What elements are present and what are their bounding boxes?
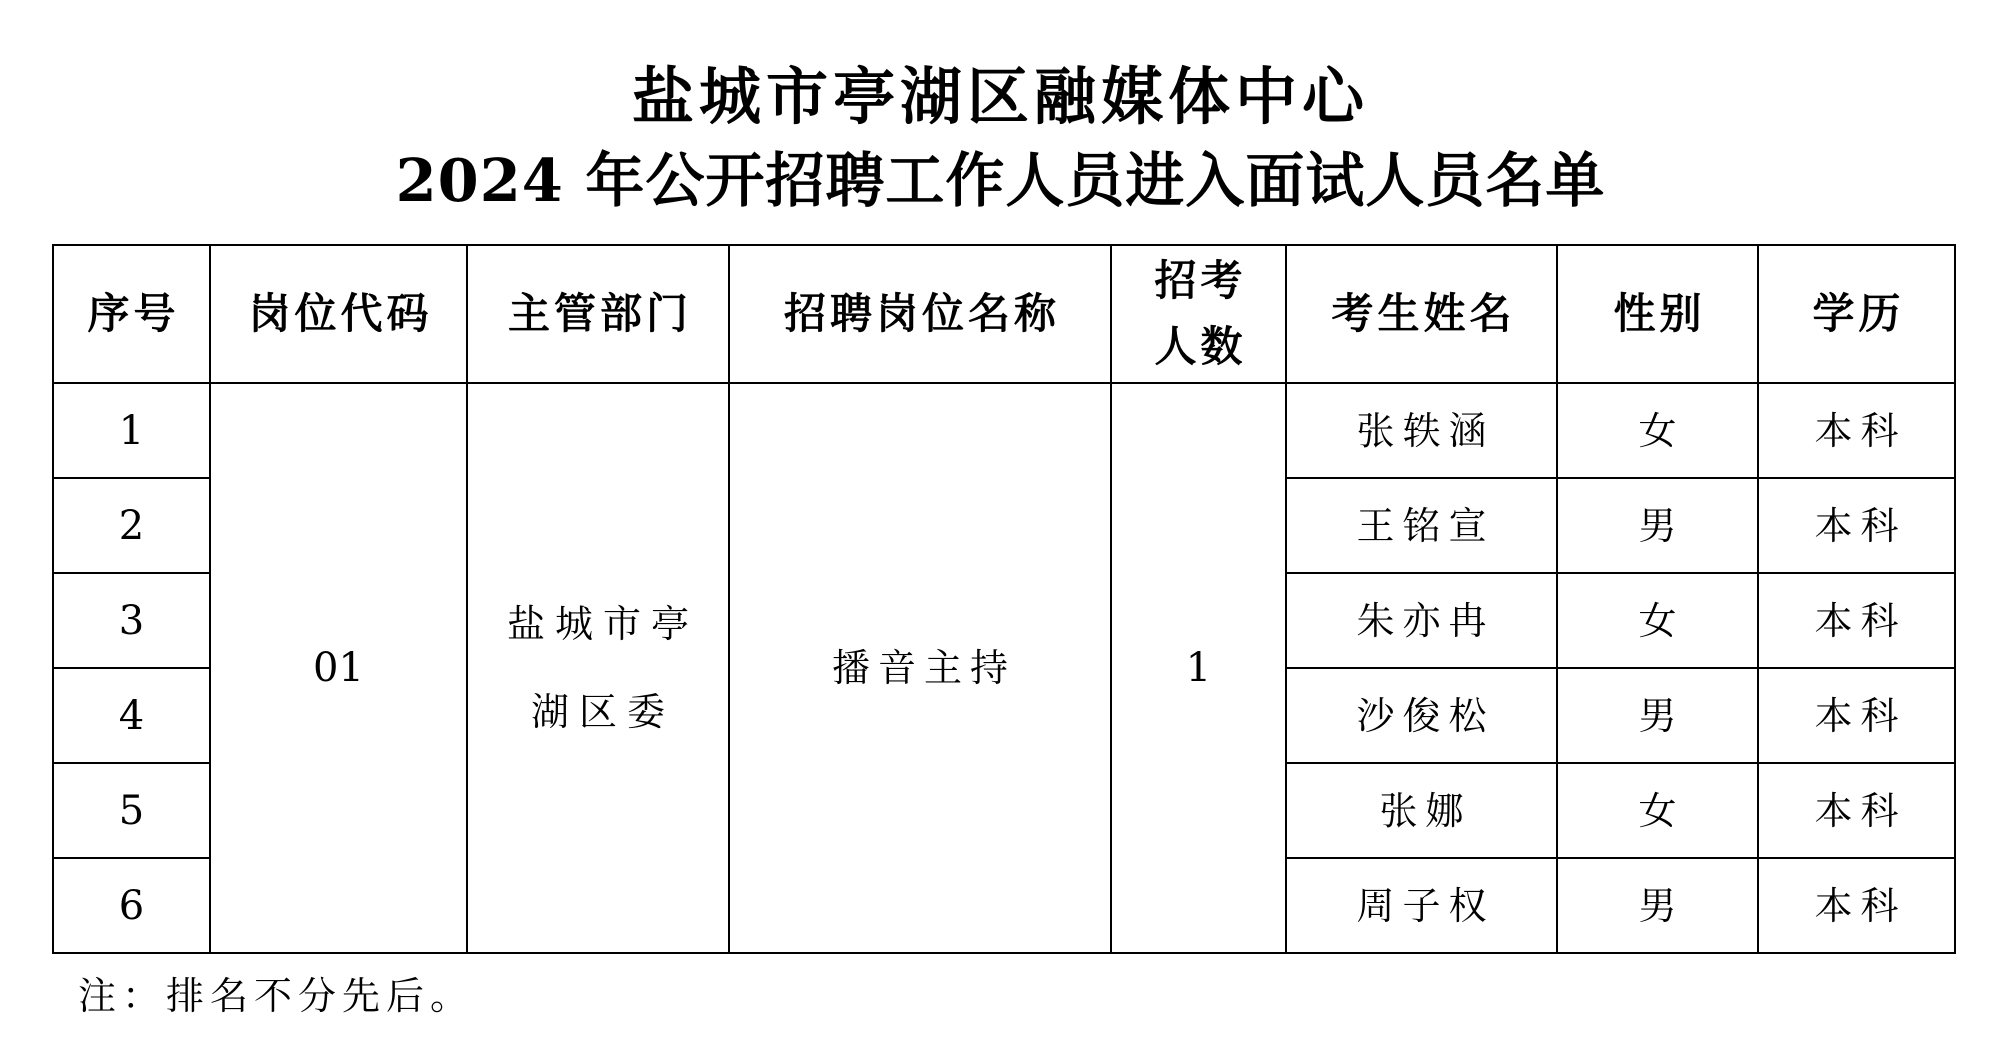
cell-gender: 女 [1557,573,1758,668]
cell-gender: 女 [1557,763,1758,858]
cell-index: 2 [53,478,210,573]
cell-candidate-name: 王铭宣 [1286,478,1557,573]
cell-education: 本科 [1758,573,1955,668]
cell-gender: 男 [1557,478,1758,573]
department-text: 盐城市亭湖区委 [506,602,699,734]
interview-candidate-table [52,244,1956,954]
footnote: 注：排名不分先后。 [78,974,475,1018]
cell-department [467,383,729,953]
cell-candidate-name: 张轶涵 [1286,383,1557,478]
header-position-code: 岗位代码 [210,245,467,383]
cell-candidate-name: 张娜 [1286,763,1557,858]
cell-index: 1 [53,383,210,478]
cell-gender: 女 [1557,383,1758,478]
header-candidate-name: 考生姓名 [1286,245,1557,383]
cell-position-name: 播音主持 [729,383,1111,953]
cell-quota: 1 [1111,383,1286,953]
table-header-row [53,245,1955,383]
cell-education: 本科 [1758,478,1955,573]
cell-education: 本科 [1758,858,1955,953]
cell-candidate-name: 朱亦冉 [1286,573,1557,668]
cell-education: 本科 [1758,763,1955,858]
cell-index: 3 [53,573,210,668]
header-education: 学历 [1758,245,1955,383]
cell-position-code: 01 [210,383,467,953]
table-row [53,383,1955,478]
header-position-name: 招聘岗位名称 [729,245,1111,383]
cell-education: 本科 [1758,668,1955,763]
cell-candidate-name: 沙俊松 [1286,668,1557,763]
cell-gender: 男 [1557,858,1758,953]
header-gender: 性别 [1557,245,1758,383]
cell-index: 5 [53,763,210,858]
document-title-line1: 盐城市亭湖区融媒体中心 [631,60,1369,133]
header-quota-line1: 招考 [1154,256,1247,305]
cell-candidate-name: 周子权 [1286,858,1557,953]
header-department: 主管部门 [467,245,729,383]
header-index: 序号 [53,245,210,383]
cell-gender: 男 [1557,668,1758,763]
header-quota-line2: 人数 [1154,322,1247,371]
document-title-line2: 2024 年公开招聘工作人员进入面试人员名单 [395,146,1606,215]
cell-index: 4 [53,668,210,763]
cell-index: 6 [53,858,210,953]
header-quota [1111,245,1286,383]
cell-education: 本科 [1758,383,1955,478]
